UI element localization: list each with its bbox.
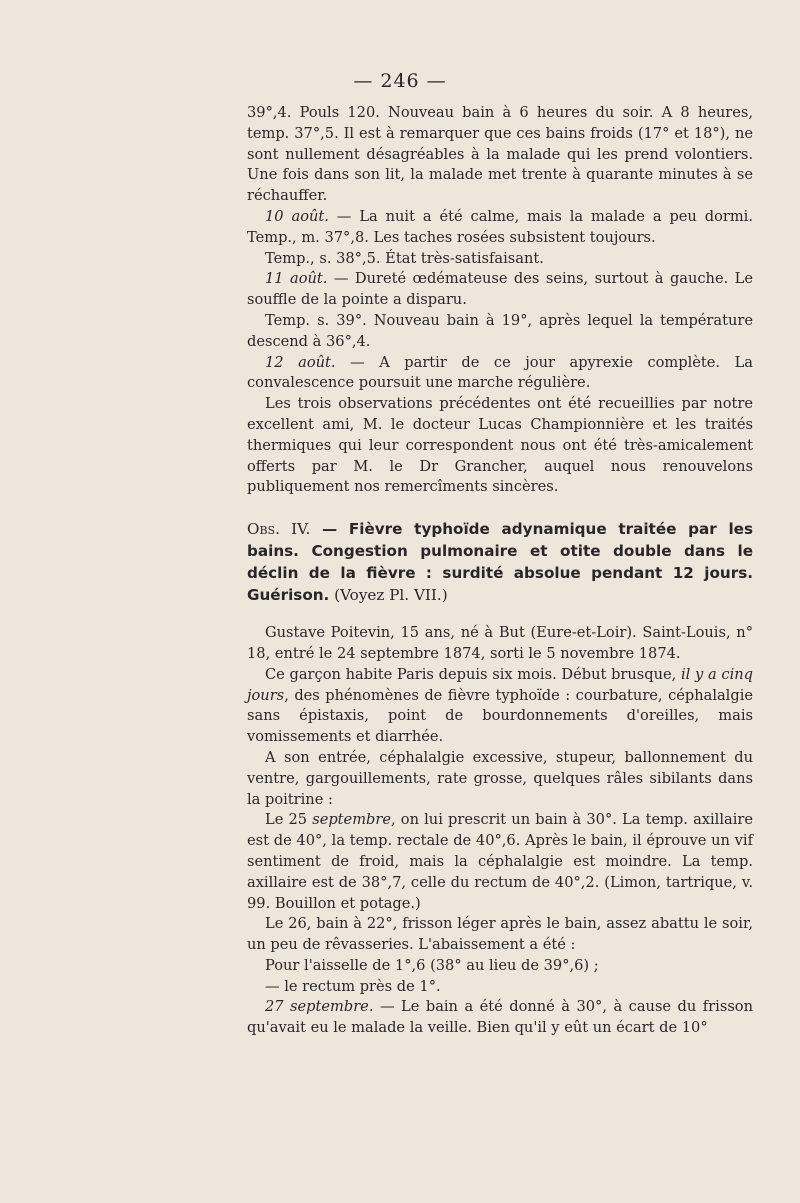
paragraph-text: — La nuit a été calme, mais la malade a peu dormi. Temp., m. 37°,8. Les taches rosées subsistent toujours.	[247, 207, 753, 246]
italic-text: 27 septembre.	[265, 998, 374, 1016]
page-number: — 246 —	[353, 70, 447, 92]
paragraph	[247, 665, 753, 748]
date: 10 août.	[265, 207, 329, 225]
paragraph-text: , des phénomènes de fièvre typhoïde : courbature, céphalalgie sans épistaxis, point de bourdonnements d'oreilles, mais vomissements et diarrhée.	[247, 686, 753, 746]
observation-heading	[247, 518, 753, 606]
paragraph-text: , on lui prescrit un bain à 30°. La temp. axillaire est de 40°, la temp. rectale de 40°,6. Après le bain, il éprouve un vif sentiment de froid, mais la céphalalgie est moindre. La temp. axillaire est de 38°,7, celle du rectum de 40°,2. (Limon, tartrique, v. 99. Bouillon et potage.)	[247, 811, 753, 912]
paragraph: — le rectum près de 1°.	[265, 977, 441, 995]
plate-reference: (Voyez Pl. VII.)	[329, 586, 448, 605]
paragraph: Gustave Poitevin, 15 ans, né à But (Eure-et-Loir). Saint-Louis, n° 18, entré le 24 septembre 1874, sorti le 5 novembre 1874.	[247, 624, 753, 662]
paragraph: Pour l'aisselle de 1°,6 (38° au lieu de 39°,6) ;	[265, 956, 599, 974]
paragraph	[247, 810, 753, 914]
date: 11 août.	[265, 270, 328, 288]
paragraph-text: Ce garçon habite Paris depuis six mois. Début brusque,	[265, 665, 682, 683]
paragraph: Temp. s. 39°. Nouveau bain à 19°, après lequel la température descend à 36°,4.	[247, 311, 753, 350]
date: 12 août.	[265, 353, 336, 371]
paragraph: Temp., s. 38°,5. État très-satisfaisant.	[265, 249, 544, 267]
paragraph	[247, 353, 753, 395]
paragraph	[247, 269, 753, 311]
paragraph-text: Le 25	[265, 811, 313, 829]
body-text	[247, 103, 753, 1039]
italic-text: septembre	[312, 811, 391, 829]
italic-text: il y a cinq jours	[247, 665, 754, 704]
observation-label: Obs. IV.	[247, 520, 311, 539]
paragraph-text: — Le bain a été donné à 30°, à cause du frisson qu'avait eu le malade la veille. Bien qu'il y eût un écart de 10°	[247, 998, 753, 1037]
spacer	[247, 606, 753, 623]
paragraph: A son entrée, céphalalgie excessive, stupeur, ballonnement du ventre, gargouillements, rate grosse, quelques râles sibilants dans la poitrine :	[247, 748, 753, 808]
observation-title: — Fièvre typhoïde adynamique traitée par les bains. Congestion pulmonaire et otite double dans le déclin de la fièvre : surdité absolue pendant 12 jours. Guérison.	[247, 520, 753, 605]
paragraph: 39°,4. Pouls 120. Nouveau bain à 6 heures du soir. A 8 heures, temp. 37°,5. Il est à remarquer que ces bains froids (17° et 18°), ne sont nullement désagréables à la malade qui les prend volontiers. Une fois dans son lit, la malade met trente à quarante minutes à se réchauffer.	[247, 104, 753, 205]
paragraph-text: — A partir de ce jour apyrexie complète. La convalescence poursuit une marche régulière.	[247, 353, 753, 392]
paragraph: Le 26, bain à 22°, frisson léger après le bain, assez abattu le soir, un peu de rêvasseries. L'abaissement a été :	[247, 915, 753, 954]
paragraph-text: — Dureté œdémateuse des seins, surtout à gauche. Le souffle de la pointe a disparu.	[247, 270, 753, 309]
paragraph: Les trois observations précédentes ont été recueillies par notre excellent ami, M. le docteur Lucas Championnière et les traités thermiques qui leur correspondent nous ont été très-amicalement offerts par M. le Dr Grancher, auquel nous renouvelons publiquement nos remercîments sincères.	[247, 395, 753, 496]
paragraph	[247, 997, 753, 1039]
spacer	[247, 498, 753, 518]
paragraph	[247, 207, 753, 249]
